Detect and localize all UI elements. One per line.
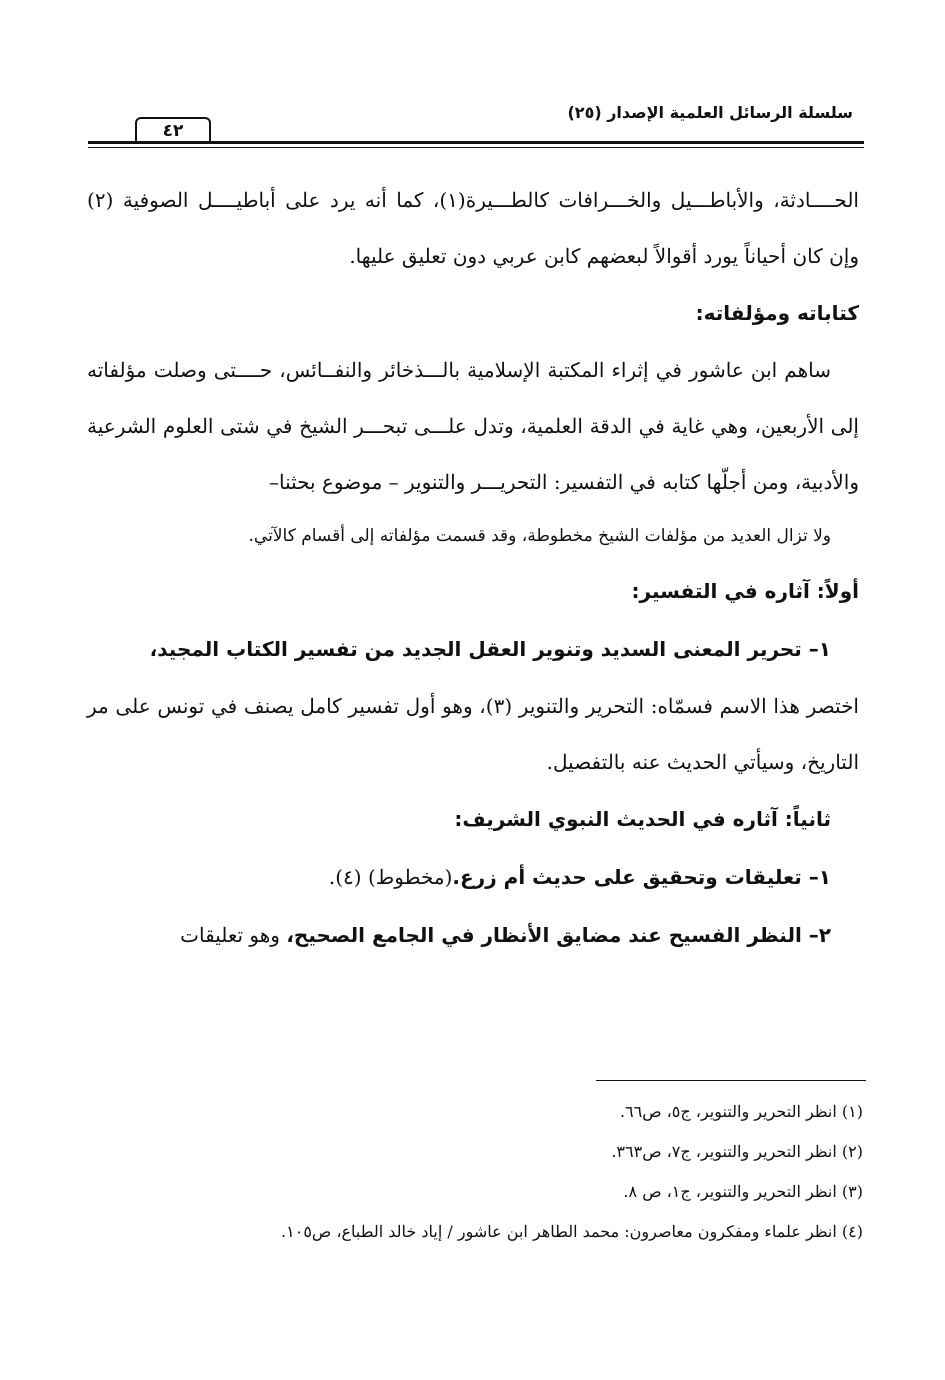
footnote-separator [596,1080,866,1081]
hadith-item-2 [87,906,859,964]
footnote-4: (٤) انظر علماء ومفكرون معاصرون: محمد الطاهر ابن عاشور / إياد خالد الطباع، ص١٠٥. [281,1222,863,1241]
paragraph-2: ساهم ابن عاشور في إثراء المكتبة الإسلامية بالـــذخائر والنفــائس، حــــتى وصلت مؤلفاته إلى الأربعين، وهي غاية في الدقة العلمية، وتدل علـــى تبحـــر الشيخ في شتى العلوم الشرعية والأدبية، ومن أجلّها كتابه في التفسير: التحريـــر والتنوير – موضوع بحثنا– [87,358,859,494]
main-text [87,172,859,964]
paragraph-1: الحــــادثة، والأباطـــيل والخـــرافات كالطـــيرة(١)، كما أنه يرد على أباطيــــل الصوفية (٢) وإن كان أحياناً يورد أقوالاً لبعضهم كابن عربي دون تعليق عليها. [87,188,859,268]
footnote-3: (٣) انظر التحرير والتنوير، ج١، ص ٨. [623,1182,863,1201]
heading-writings: كتاباته ومؤلفاته: [695,301,859,325]
paragraph-3: اختصر هذا الاسم فسمّاه: التحرير والتنوير (٣)، وهو أول تفسير كامل يصنف في تونس على مر التاريخ، وسيأتي الحديث عنه بالتفصيل. [87,694,859,774]
running-title: سلسلة الرسائل العلمية الإصدار (٢٥) [567,103,853,122]
footnote-1: (١) انظر التحرير والتنوير، ج٥، ص٦٦. [619,1102,863,1121]
hadith-item-1-tail: (مخطوط) (٤). [328,865,453,889]
hadith-item-1 [87,848,859,906]
header-rule-thick [88,141,864,144]
hadith-item-2-tail: وهو تعليقات [180,923,287,947]
heading-tafsir: أولاً: آثاره في التفسير: [631,579,859,603]
page-number: ٤٢ [135,117,211,144]
footnote-2: (٢) انظر التحرير والتنوير، ج٧، ص٣٦٣. [611,1142,863,1161]
note-manuscripts: ولا تزال العديد من مؤلفات الشيخ مخطوطة، وقد قسمت مؤلفاته إلى أقسام كالآتي. [248,526,831,546]
tafsir-item-1: ١– تحرير المعنى السديد وتنوير العقل الجديد من تفسير الكتاب المجيد، [149,637,831,661]
hadith-item-2-title: ٢– النظر الفسيح عند مضايق الأنظار في الجامع الصحيح، [286,923,831,947]
heading-hadith: ثانياً: آثاره في الحديث النبوي الشريف: [454,807,831,831]
footnotes [83,1092,863,1252]
hadith-item-1-title: ١– تعليقات وتحقيق على حديث أم زرع. [452,865,831,889]
header-rule-thin [88,147,864,148]
